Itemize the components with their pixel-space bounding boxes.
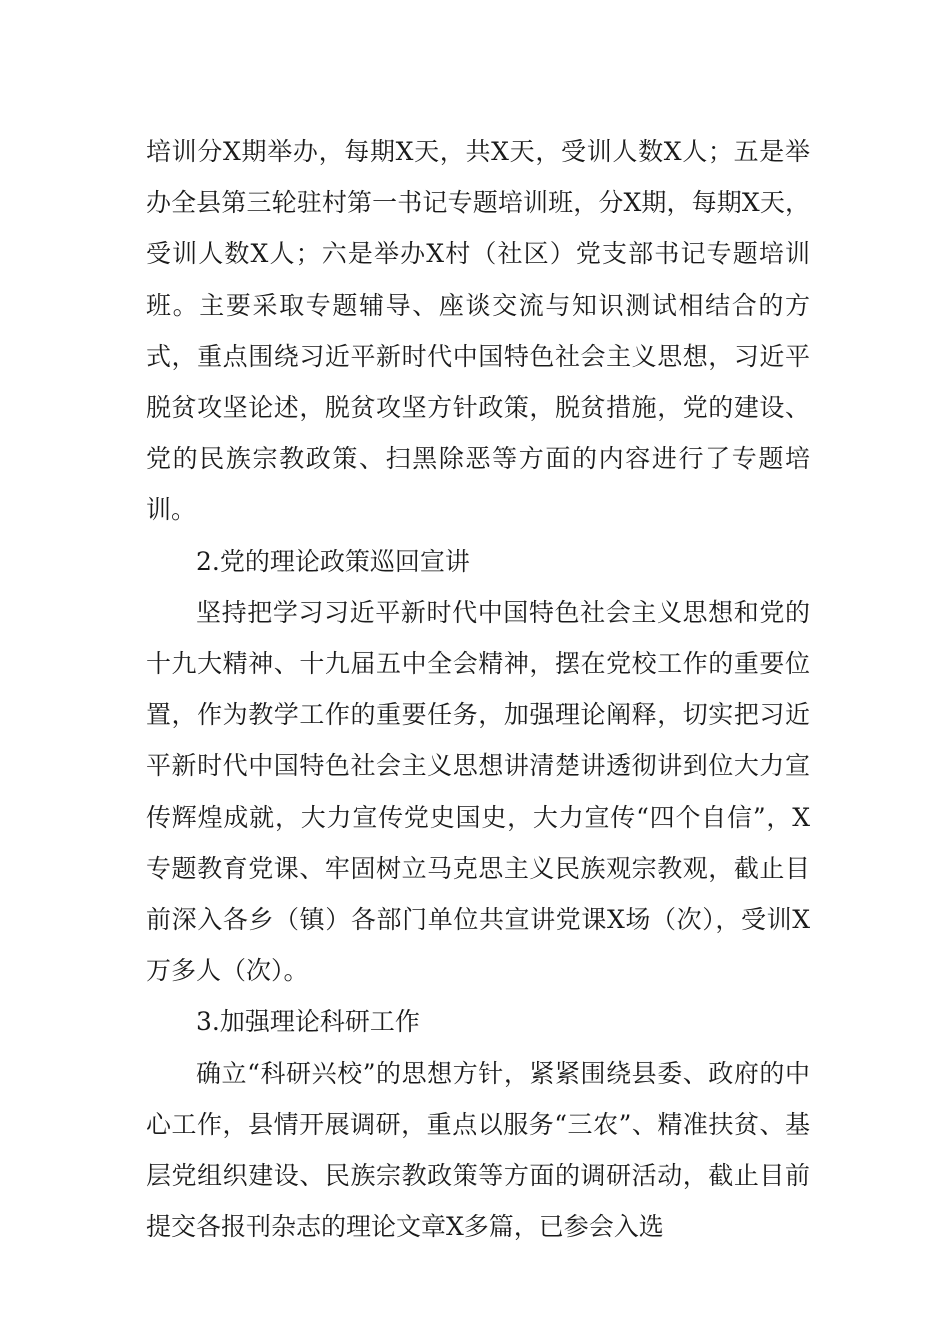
- section-heading-theory-research: 3.加强理论科研工作: [196, 1007, 420, 1037]
- paragraph-training-summary: 培训分X期举办，每期X天，共X天，受训人数X人；五是举办全县第三轮驻村第一书记专题培训班，分X期，每期X天，受训人数X人；六是举办X村（社区）党支部书记专题培训班。主要采取专题辅导、座谈交流与知识测试相结合的方式，重点围绕习近平新时代中国特色社会主义思想，习近平脱贫攻坚论述，脱贫攻坚方针政策，脱贫措施，党的建设、党的民族宗教政策、扫黑除恶等方面的内容进行了专题培训。: [146, 137, 810, 525]
- paragraph-theory-research: 确立“科研兴校”的思想方针，紧紧围绕县委、政府的中心工作，县情开展调研，重点以服务“三农”、精准扶贫、基层党组织建设、民族宗教政策等方面的调研活动，截止目前提交各报刊杂志的理论文章X多篇，已参会入选: [146, 1058, 810, 1242]
- paragraph-theory-policy-lectures: 坚持把学习习近平新时代中国特色社会主义思想和党的十九大精神、十九届五中全会精神，摆在党校工作的重要位置，作为教学工作的重要任务，加强理论阐释，切实把习近平新时代中国特色社会主义思想讲清楚讲透彻讲到位大力宣传辉煌成就，大力宣传党史国史，大力宣传“四个自信”，X专题教育党课、牢固树立马克思主义民族观宗教观，截止目前深入各乡（镇）各部门单位共宣讲党课X场（次），受训X万多人（次）。: [146, 597, 810, 986]
- document-body: [146, 126, 810, 1252]
- section-heading-theory-policy-lectures: 2.党的理论政策巡回宣讲: [196, 546, 470, 576]
